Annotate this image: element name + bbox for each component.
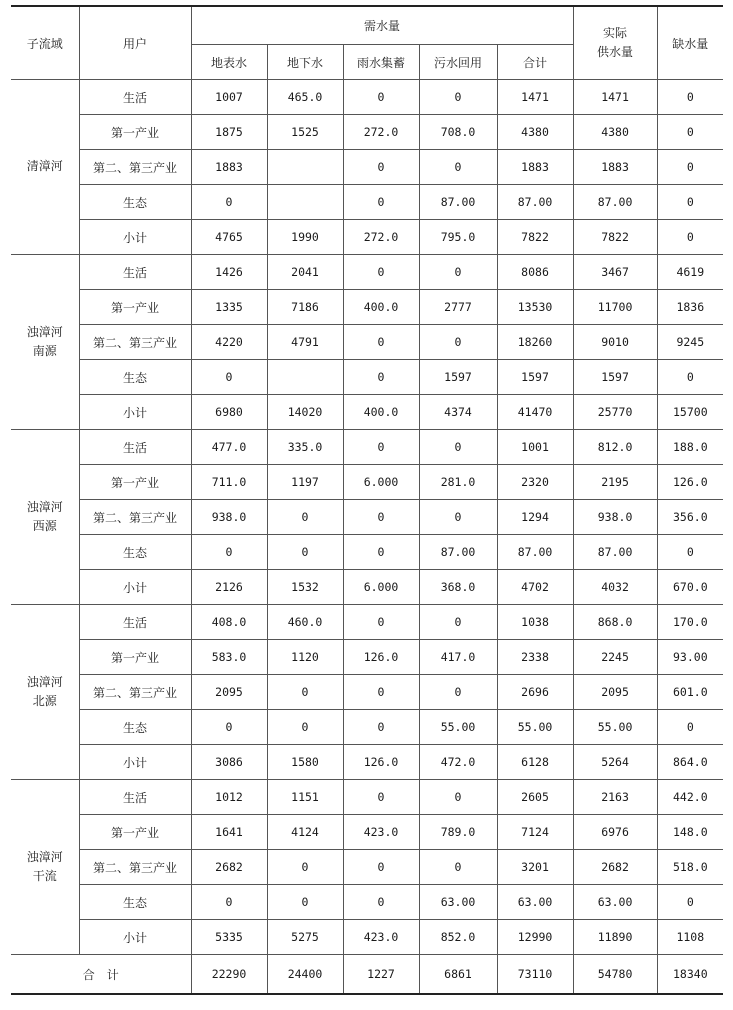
value-cell: 1641 bbox=[191, 815, 267, 850]
value-cell: 2195 bbox=[573, 465, 657, 500]
value-cell: 2338 bbox=[497, 640, 573, 675]
table-row bbox=[11, 605, 723, 640]
user-cell: 生态 bbox=[79, 185, 191, 220]
value-cell: 0 bbox=[419, 675, 497, 710]
value-cell bbox=[267, 360, 343, 395]
value-cell: 335.0 bbox=[267, 430, 343, 465]
value-cell: 1597 bbox=[419, 360, 497, 395]
table-row bbox=[11, 675, 723, 710]
value-cell: 938.0 bbox=[191, 500, 267, 535]
value-cell: 2245 bbox=[573, 640, 657, 675]
value-cell: 1108 bbox=[657, 920, 723, 955]
user-cell: 第二、第三产业 bbox=[79, 675, 191, 710]
value-cell: 1836 bbox=[657, 290, 723, 325]
value-cell: 0 bbox=[419, 255, 497, 290]
value-cell: 1875 bbox=[191, 115, 267, 150]
value-cell: 812.0 bbox=[573, 430, 657, 465]
value-cell: 0 bbox=[343, 850, 419, 885]
value-cell: 2163 bbox=[573, 780, 657, 815]
basin-name-cell bbox=[11, 255, 79, 430]
value-cell: 281.0 bbox=[419, 465, 497, 500]
value-cell: 477.0 bbox=[191, 430, 267, 465]
user-cell: 生态 bbox=[79, 535, 191, 570]
table-row bbox=[11, 570, 723, 605]
value-cell: 0 bbox=[419, 500, 497, 535]
value-cell: 0 bbox=[343, 605, 419, 640]
value-cell: 0 bbox=[191, 885, 267, 920]
value-cell: 87.00 bbox=[497, 185, 573, 220]
value-cell: 423.0 bbox=[343, 920, 419, 955]
value-cell: 14020 bbox=[267, 395, 343, 430]
grand-total-label: 合 计 bbox=[11, 955, 191, 995]
value-cell: 4702 bbox=[497, 570, 573, 605]
value-cell: 0 bbox=[343, 255, 419, 290]
basin-name-line: 浊漳河 bbox=[26, 674, 63, 689]
value-cell: 711.0 bbox=[191, 465, 267, 500]
value-cell: 4619 bbox=[657, 255, 723, 290]
basin-name-line: 浊漳河 bbox=[26, 849, 63, 864]
user-cell: 第一产业 bbox=[79, 815, 191, 850]
value-cell: 0 bbox=[191, 710, 267, 745]
value-cell: 12990 bbox=[497, 920, 573, 955]
table-row bbox=[11, 290, 723, 325]
value-cell: 1197 bbox=[267, 465, 343, 500]
basin-name-line: 西源 bbox=[32, 519, 57, 533]
value-cell: 93.00 bbox=[657, 640, 723, 675]
value-cell: 0 bbox=[657, 360, 723, 395]
value-cell: 1471 bbox=[497, 80, 573, 115]
value-cell: 272.0 bbox=[343, 220, 419, 255]
value-cell: 2095 bbox=[191, 675, 267, 710]
grand-total-value: 24400 bbox=[267, 955, 343, 995]
table-row bbox=[11, 115, 723, 150]
value-cell: 7124 bbox=[497, 815, 573, 850]
value-cell: 8086 bbox=[497, 255, 573, 290]
table-row bbox=[11, 220, 723, 255]
value-cell: 1580 bbox=[267, 745, 343, 780]
user-cell: 生活 bbox=[79, 605, 191, 640]
value-cell: 0 bbox=[343, 80, 419, 115]
value-cell: 1597 bbox=[497, 360, 573, 395]
table-row bbox=[11, 640, 723, 675]
value-cell: 2041 bbox=[267, 255, 343, 290]
value-cell: 4220 bbox=[191, 325, 267, 360]
value-cell: 63.00 bbox=[497, 885, 573, 920]
header-basin: 子流域 bbox=[11, 6, 79, 80]
value-cell: 7822 bbox=[497, 220, 573, 255]
value-cell: 2095 bbox=[573, 675, 657, 710]
value-cell: 417.0 bbox=[419, 640, 497, 675]
value-cell: 87.00 bbox=[573, 535, 657, 570]
value-cell: 356.0 bbox=[657, 500, 723, 535]
value-cell: 0 bbox=[657, 150, 723, 185]
value-cell: 0 bbox=[343, 710, 419, 745]
value-cell: 87.00 bbox=[419, 535, 497, 570]
value-cell: 0 bbox=[419, 430, 497, 465]
value-cell: 1532 bbox=[267, 570, 343, 605]
value-cell: 601.0 bbox=[657, 675, 723, 710]
header-surface-water: 地表水 bbox=[191, 45, 267, 80]
value-cell: 2605 bbox=[497, 780, 573, 815]
value-cell: 1990 bbox=[267, 220, 343, 255]
value-cell: 0 bbox=[657, 535, 723, 570]
value-cell: 1883 bbox=[573, 150, 657, 185]
basin-name-line: 南源 bbox=[32, 344, 57, 358]
table-row bbox=[11, 885, 723, 920]
value-cell: 0 bbox=[343, 150, 419, 185]
user-cell: 第二、第三产业 bbox=[79, 850, 191, 885]
value-cell: 408.0 bbox=[191, 605, 267, 640]
value-cell: 0 bbox=[343, 885, 419, 920]
value-cell: 0 bbox=[343, 675, 419, 710]
table-row bbox=[11, 430, 723, 465]
table-row bbox=[11, 80, 723, 115]
value-cell: 0 bbox=[267, 850, 343, 885]
value-cell: 6.000 bbox=[343, 465, 419, 500]
value-cell: 6980 bbox=[191, 395, 267, 430]
table-row bbox=[11, 255, 723, 290]
table-row bbox=[11, 185, 723, 220]
value-cell: 87.00 bbox=[419, 185, 497, 220]
value-cell: 368.0 bbox=[419, 570, 497, 605]
water-balance-table bbox=[11, 5, 723, 995]
basin-name-line: 浊漳河 bbox=[26, 324, 63, 339]
header-rainwater: 雨水集蓄 bbox=[343, 45, 419, 80]
grand-total-value: 18340 bbox=[657, 955, 723, 995]
value-cell: 2777 bbox=[419, 290, 497, 325]
header-actual-supply bbox=[573, 6, 657, 80]
value-cell: 63.00 bbox=[573, 885, 657, 920]
value-cell: 583.0 bbox=[191, 640, 267, 675]
table-row bbox=[11, 150, 723, 185]
value-cell: 0 bbox=[343, 780, 419, 815]
header-user: 用户 bbox=[79, 6, 191, 80]
grand-total-row bbox=[11, 955, 723, 995]
value-cell bbox=[267, 150, 343, 185]
value-cell: 126.0 bbox=[343, 640, 419, 675]
grand-total-value: 22290 bbox=[191, 955, 267, 995]
value-cell: 0 bbox=[657, 710, 723, 745]
table-row bbox=[11, 745, 723, 780]
value-cell: 0 bbox=[419, 325, 497, 360]
value-cell: 0 bbox=[191, 185, 267, 220]
value-cell bbox=[267, 185, 343, 220]
value-cell: 4124 bbox=[267, 815, 343, 850]
table-row bbox=[11, 780, 723, 815]
table-container bbox=[11, 5, 723, 995]
value-cell: 4765 bbox=[191, 220, 267, 255]
value-cell: 1007 bbox=[191, 80, 267, 115]
basin-name-line: 北源 bbox=[32, 694, 57, 708]
value-cell: 0 bbox=[267, 885, 343, 920]
value-cell: 0 bbox=[343, 325, 419, 360]
user-cell: 小计 bbox=[79, 920, 191, 955]
basin-name-line: 清漳河 bbox=[26, 159, 63, 174]
value-cell: 0 bbox=[657, 885, 723, 920]
value-cell: 4380 bbox=[497, 115, 573, 150]
table-row bbox=[11, 710, 723, 745]
table-row bbox=[11, 360, 723, 395]
user-cell: 生活 bbox=[79, 80, 191, 115]
value-cell: 55.00 bbox=[497, 710, 573, 745]
value-cell: 126.0 bbox=[343, 745, 419, 780]
value-cell: 15700 bbox=[657, 395, 723, 430]
value-cell: 4791 bbox=[267, 325, 343, 360]
basin-name-cell bbox=[11, 80, 79, 255]
value-cell: 795.0 bbox=[419, 220, 497, 255]
header-ground-water: 地下水 bbox=[267, 45, 343, 80]
value-cell: 3467 bbox=[573, 255, 657, 290]
value-cell: 0 bbox=[419, 80, 497, 115]
table-row bbox=[11, 815, 723, 850]
value-cell: 1151 bbox=[267, 780, 343, 815]
value-cell: 11890 bbox=[573, 920, 657, 955]
value-cell: 188.0 bbox=[657, 430, 723, 465]
grand-total-value: 73110 bbox=[497, 955, 573, 995]
value-cell: 0 bbox=[191, 360, 267, 395]
user-cell: 小计 bbox=[79, 220, 191, 255]
value-cell: 0 bbox=[657, 80, 723, 115]
value-cell: 1426 bbox=[191, 255, 267, 290]
value-cell: 0 bbox=[267, 500, 343, 535]
value-cell: 1525 bbox=[267, 115, 343, 150]
value-cell: 1335 bbox=[191, 290, 267, 325]
value-cell: 708.0 bbox=[419, 115, 497, 150]
value-cell: 9245 bbox=[657, 325, 723, 360]
value-cell: 4380 bbox=[573, 115, 657, 150]
value-cell: 1001 bbox=[497, 430, 573, 465]
grand-total-value: 54780 bbox=[573, 955, 657, 995]
value-cell: 7822 bbox=[573, 220, 657, 255]
user-cell: 第一产业 bbox=[79, 290, 191, 325]
value-cell: 87.00 bbox=[573, 185, 657, 220]
value-cell: 1471 bbox=[573, 80, 657, 115]
value-cell: 18260 bbox=[497, 325, 573, 360]
user-cell: 第二、第三产业 bbox=[79, 150, 191, 185]
value-cell: 55.00 bbox=[573, 710, 657, 745]
value-cell: 55.00 bbox=[419, 710, 497, 745]
user-cell: 生活 bbox=[79, 430, 191, 465]
grand-total-value: 1227 bbox=[343, 955, 419, 995]
value-cell: 0 bbox=[419, 150, 497, 185]
header-shortage: 缺水量 bbox=[657, 6, 723, 80]
value-cell: 1294 bbox=[497, 500, 573, 535]
value-cell: 0 bbox=[191, 535, 267, 570]
value-cell: 5264 bbox=[573, 745, 657, 780]
value-cell: 3201 bbox=[497, 850, 573, 885]
value-cell: 460.0 bbox=[267, 605, 343, 640]
basin-name-line: 浊漳河 bbox=[26, 499, 63, 514]
header-actual-supply-line1: 实际 bbox=[603, 25, 628, 40]
value-cell: 0 bbox=[419, 850, 497, 885]
basin-name-line: 干流 bbox=[32, 869, 57, 883]
value-cell: 400.0 bbox=[343, 395, 419, 430]
value-cell: 3086 bbox=[191, 745, 267, 780]
user-cell: 生态 bbox=[79, 885, 191, 920]
value-cell: 126.0 bbox=[657, 465, 723, 500]
value-cell: 170.0 bbox=[657, 605, 723, 640]
value-cell: 9010 bbox=[573, 325, 657, 360]
value-cell: 0 bbox=[267, 710, 343, 745]
table-row bbox=[11, 920, 723, 955]
basin-name-cell bbox=[11, 605, 79, 780]
table-row bbox=[11, 850, 723, 885]
header-sewage-reuse: 污水回用 bbox=[419, 45, 497, 80]
value-cell: 6128 bbox=[497, 745, 573, 780]
value-cell: 0 bbox=[343, 535, 419, 570]
header-actual-supply-line2: 供水量 bbox=[597, 45, 634, 59]
value-cell: 0 bbox=[657, 115, 723, 150]
user-cell: 小计 bbox=[79, 570, 191, 605]
value-cell: 0 bbox=[657, 220, 723, 255]
value-cell: 4374 bbox=[419, 395, 497, 430]
user-cell: 生活 bbox=[79, 780, 191, 815]
value-cell: 1597 bbox=[573, 360, 657, 395]
value-cell: 0 bbox=[343, 500, 419, 535]
table-row bbox=[11, 325, 723, 360]
value-cell: 423.0 bbox=[343, 815, 419, 850]
value-cell: 442.0 bbox=[657, 780, 723, 815]
value-cell: 148.0 bbox=[657, 815, 723, 850]
value-cell: 2320 bbox=[497, 465, 573, 500]
value-cell: 400.0 bbox=[343, 290, 419, 325]
value-cell: 852.0 bbox=[419, 920, 497, 955]
value-cell: 0 bbox=[419, 780, 497, 815]
user-cell: 第二、第三产业 bbox=[79, 325, 191, 360]
basin-name-cell bbox=[11, 780, 79, 955]
user-cell: 第二、第三产业 bbox=[79, 500, 191, 535]
table-row bbox=[11, 395, 723, 430]
value-cell: 25770 bbox=[573, 395, 657, 430]
value-cell: 0 bbox=[267, 675, 343, 710]
value-cell: 1038 bbox=[497, 605, 573, 640]
value-cell: 4032 bbox=[573, 570, 657, 605]
user-cell: 第一产业 bbox=[79, 465, 191, 500]
value-cell: 1883 bbox=[497, 150, 573, 185]
header-demand: 需水量 bbox=[191, 6, 573, 45]
value-cell: 2682 bbox=[573, 850, 657, 885]
value-cell: 7186 bbox=[267, 290, 343, 325]
value-cell: 868.0 bbox=[573, 605, 657, 640]
value-cell: 864.0 bbox=[657, 745, 723, 780]
value-cell: 0 bbox=[343, 430, 419, 465]
value-cell: 5335 bbox=[191, 920, 267, 955]
user-cell: 生态 bbox=[79, 710, 191, 745]
value-cell: 1883 bbox=[191, 150, 267, 185]
table-row bbox=[11, 465, 723, 500]
value-cell: 789.0 bbox=[419, 815, 497, 850]
value-cell: 1012 bbox=[191, 780, 267, 815]
value-cell: 2696 bbox=[497, 675, 573, 710]
value-cell: 5275 bbox=[267, 920, 343, 955]
value-cell: 0 bbox=[267, 535, 343, 570]
table-row bbox=[11, 535, 723, 570]
value-cell: 2682 bbox=[191, 850, 267, 885]
value-cell: 272.0 bbox=[343, 115, 419, 150]
user-cell: 第一产业 bbox=[79, 640, 191, 675]
value-cell: 938.0 bbox=[573, 500, 657, 535]
value-cell: 670.0 bbox=[657, 570, 723, 605]
value-cell: 41470 bbox=[497, 395, 573, 430]
value-cell: 87.00 bbox=[497, 535, 573, 570]
user-cell: 第一产业 bbox=[79, 115, 191, 150]
basin-name-cell bbox=[11, 430, 79, 605]
user-cell: 小计 bbox=[79, 395, 191, 430]
value-cell: 6976 bbox=[573, 815, 657, 850]
value-cell: 0 bbox=[343, 185, 419, 220]
value-cell: 11700 bbox=[573, 290, 657, 325]
grand-total-value: 6861 bbox=[419, 955, 497, 995]
value-cell: 0 bbox=[419, 605, 497, 640]
table-header bbox=[11, 6, 723, 80]
value-cell: 13530 bbox=[497, 290, 573, 325]
value-cell: 1120 bbox=[267, 640, 343, 675]
user-cell: 生活 bbox=[79, 255, 191, 290]
value-cell: 63.00 bbox=[419, 885, 497, 920]
value-cell: 0 bbox=[343, 360, 419, 395]
value-cell: 518.0 bbox=[657, 850, 723, 885]
header-total: 合计 bbox=[497, 45, 573, 80]
table-body bbox=[11, 80, 723, 995]
value-cell: 2126 bbox=[191, 570, 267, 605]
user-cell: 生态 bbox=[79, 360, 191, 395]
value-cell: 0 bbox=[657, 185, 723, 220]
value-cell: 465.0 bbox=[267, 80, 343, 115]
value-cell: 6.000 bbox=[343, 570, 419, 605]
value-cell: 472.0 bbox=[419, 745, 497, 780]
table-row bbox=[11, 500, 723, 535]
user-cell: 小计 bbox=[79, 745, 191, 780]
